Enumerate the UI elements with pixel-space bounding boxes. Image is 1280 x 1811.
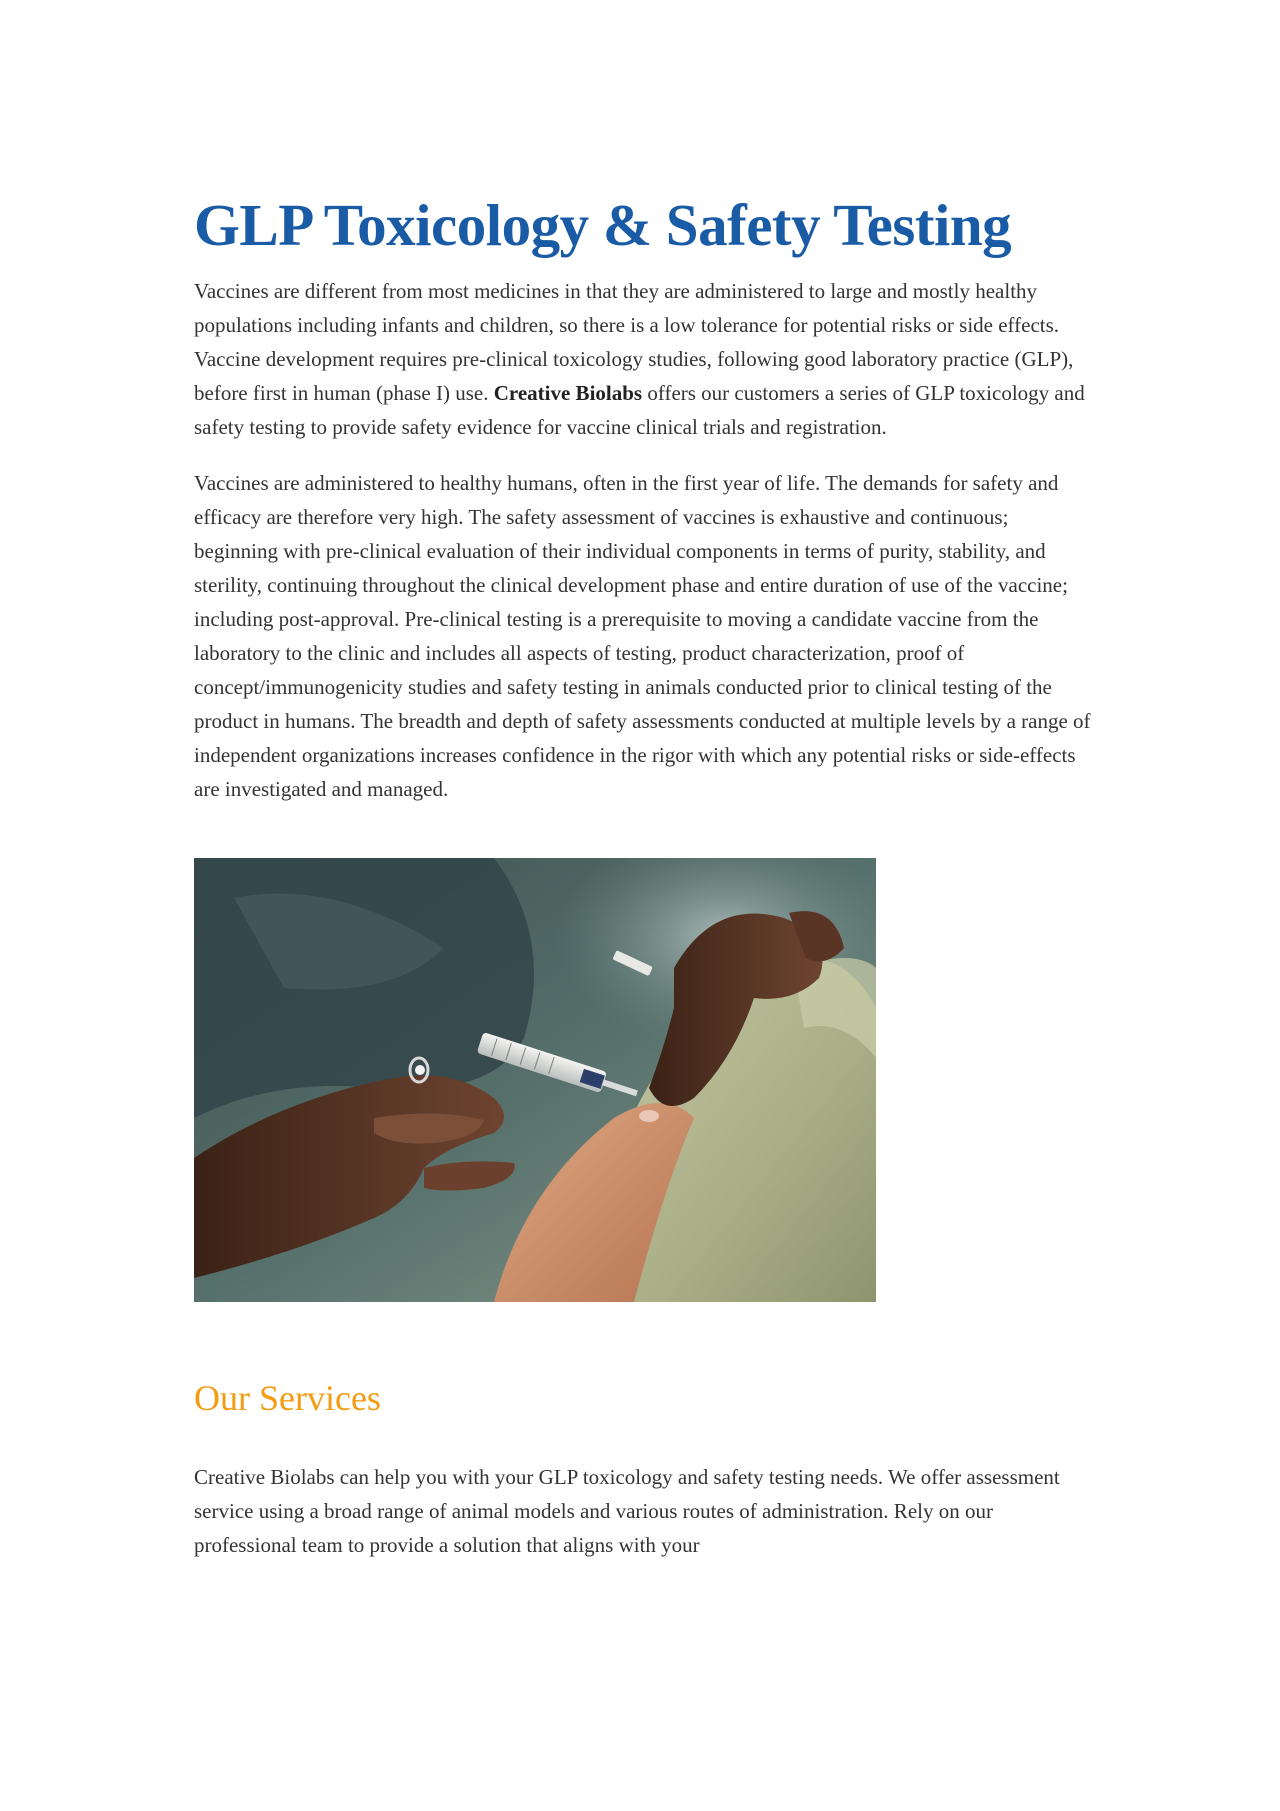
intro-lead-text: Vaccines are different from most medicines in that they are administered to large and mostly healthy populations including infants and children, so there is a low tolerance for potential risks or side effects. Vaccine development requires pre-clinical toxicology studies, following good laboratory practice (GLP), before first in human (phase I) use. [194,279,1074,405]
services-paragraph: Creative Biolabs can help you with your GLP toxicology and safety testing needs. We offer assessment service using a broad range of animal models and various routes of administration. Rely on our professional team to provide a solution that aligns with your [194,1465,1060,1557]
page-title: GLP Toxicology & Safety Testing [194,192,1012,258]
safety-assessment-paragraph: Vaccines are administered to healthy humans, often in the first year of life. The demands for safety and efficacy are therefore very high. The safety assessment of vaccines is exhaustive and continuous; beginning with pre-clinical evaluation of their individual components in terms of purity, stability, and sterility, continuing throughout the clinical development phase and entire duration of use of the vaccine; including post-approval. Pre-clinical testing is a prerequisite to moving a candidate vaccine from the laboratory to the clinic and includes all aspects of testing, product characterization, proof of concept/immunogenicity studies and safety testing in animals conducted prior to clinical testing of the product in humans. The breadth and depth of safety assessments conducted at multiple levels by a range of independent organizations increases confidence in the rigor with which any potential risks or side-effects are investigated and managed. [194,471,1091,801]
intro-tail-text: offers our customers a series of GLP toxicology and safety testing to provide safety evidence for vaccine clinical trials and registration. [194,381,1085,439]
document-page [194,190,1094,1562]
section-heading-our-services: Our Services [194,1378,381,1418]
brand-name: Creative Biolabs [493,381,643,405]
intro-paragraph [194,274,1094,444]
vaccination-photo [194,858,876,1302]
